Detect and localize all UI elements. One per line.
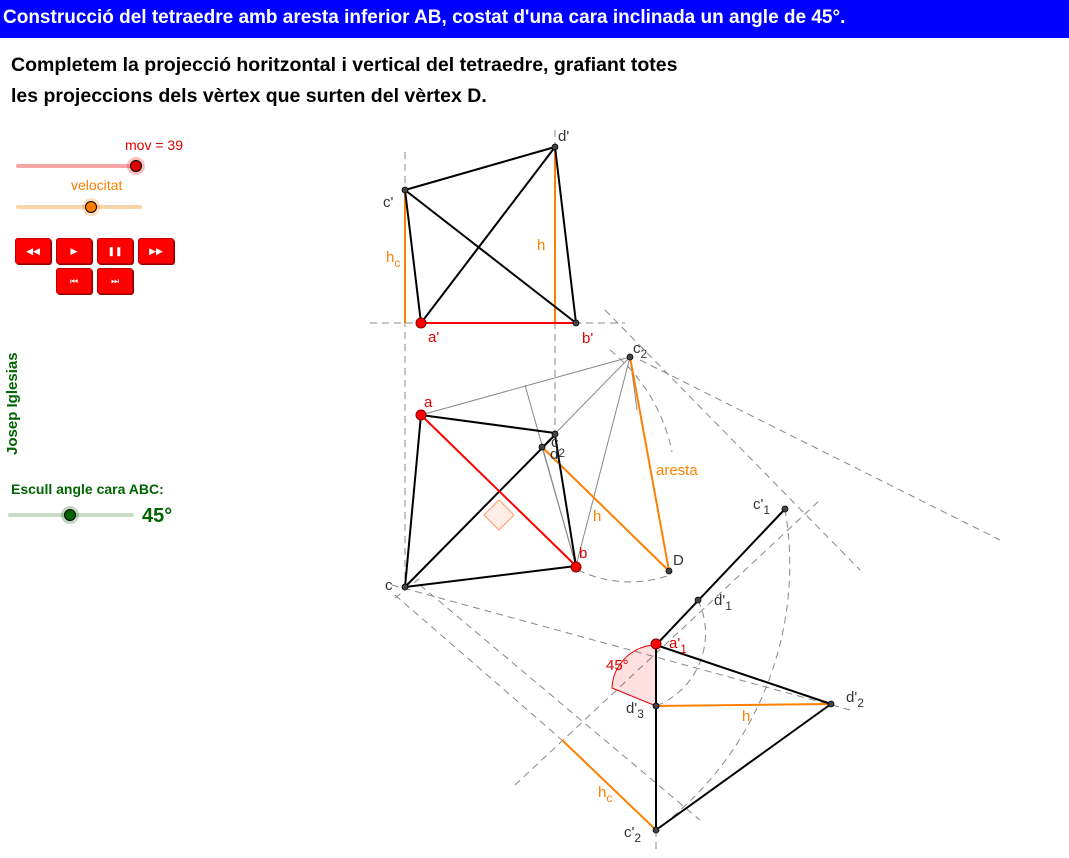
label-d3-prime-main: d'	[626, 700, 638, 717]
height-hc-profile	[562, 740, 656, 830]
label-c2-prime-main: c'	[624, 824, 635, 841]
label-c: c	[385, 577, 393, 594]
point-D[interactable]	[666, 568, 672, 574]
label-D: D	[673, 552, 684, 569]
edge-d-b-vertical	[555, 147, 576, 323]
label-c1-prime	[753, 496, 770, 517]
label-hc-vertical	[386, 249, 400, 270]
label-c2-prime-sub: 2	[634, 831, 642, 845]
point-d1-prime[interactable]	[695, 597, 701, 603]
label-hc-profile-main: h	[598, 784, 607, 801]
label-b-prime: b'	[582, 330, 594, 347]
label-a: a	[424, 394, 433, 411]
tetrahedron-edges	[405, 147, 831, 830]
skip-end-icon: ⏭	[110, 276, 120, 286]
point-d2-prime[interactable]	[828, 701, 834, 707]
angle-value: 45°	[142, 505, 173, 527]
velocitat-slider-label: velocitat	[71, 177, 123, 193]
point-b-prime-small[interactable]	[573, 320, 579, 326]
point-a-prime[interactable]	[416, 318, 426, 328]
label-h-vertical: h	[537, 237, 546, 254]
instructions-line-2: les projeccions dels vèrtex que surten del vèrtex D.	[11, 85, 487, 107]
fold-line-2	[640, 360, 1000, 540]
point-c-prime[interactable]	[402, 187, 408, 193]
label-c2-sub: 2	[640, 347, 648, 361]
label-d3-prime	[626, 700, 644, 721]
mov-slider-label: mov = 39	[125, 137, 183, 153]
edge-a-c-plan	[405, 415, 421, 587]
point-d2[interactable]	[539, 444, 545, 450]
label-d3-prime-sub: 3	[637, 707, 644, 721]
label-c-small: c	[551, 434, 559, 451]
label-aresta: aresta	[656, 462, 698, 479]
edge-c-b-plan	[405, 566, 576, 587]
edge-a-cc-plan	[421, 415, 555, 433]
play-icon: ▶	[70, 246, 78, 256]
arc-1	[610, 350, 672, 452]
aux-recall-1	[525, 385, 576, 566]
label-d2-main: d	[550, 446, 559, 463]
fast-forward-icon: ▶▶	[149, 246, 163, 256]
label-d2-prime	[846, 689, 864, 710]
label-c1-prime-sub: 1	[763, 503, 771, 517]
height-lines	[405, 147, 831, 830]
label-h-profile: h	[742, 708, 751, 725]
label-hc-profile-sub: c	[606, 791, 613, 805]
points	[402, 144, 834, 833]
label-b: b	[579, 545, 588, 562]
edge-c-d-plan	[405, 435, 555, 587]
red-labels	[424, 329, 687, 674]
label-c2-main: c	[633, 340, 641, 357]
label-d2-prime-main: d'	[846, 689, 858, 706]
right-angle-marker	[484, 500, 514, 530]
fold-line-4	[420, 585, 700, 820]
label-c-prime: c'	[383, 194, 394, 211]
label-d1-prime	[714, 592, 732, 613]
point-a[interactable]	[416, 410, 426, 420]
edge-c-b-vertical	[405, 190, 576, 323]
label-h-plan: h	[593, 508, 602, 525]
label-d2-prime-sub: 2	[857, 696, 864, 710]
label-d2-sub: 2	[558, 446, 566, 460]
red-points	[416, 318, 661, 649]
label-d-prime: d'	[558, 128, 570, 145]
height-h-profile	[656, 704, 831, 706]
label-c2-prime	[624, 824, 641, 845]
fold-line-6	[515, 500, 820, 785]
label-a-prime: a'	[428, 329, 440, 346]
construction-lines	[370, 130, 1000, 852]
skip-start-icon: ⏮	[69, 276, 79, 286]
label-d1-prime-main: d'	[714, 592, 726, 609]
edge-c-a-vertical	[405, 190, 421, 323]
label-angle-45: 45°	[606, 657, 629, 674]
label-a1-prime-sub: 1	[680, 642, 687, 656]
label-hc-vertical-sub: c	[394, 256, 401, 270]
point-a1-prime[interactable]	[651, 639, 661, 649]
label-d1-prime-sub: 1	[725, 599, 732, 613]
point-labels	[383, 128, 864, 845]
edge-c-d-vertical	[405, 147, 555, 190]
fold-line-5	[395, 595, 562, 740]
instructions-line-1: Completem la projecció horitzontal i vertical del tetraedre, grafiant totes	[11, 54, 678, 76]
point-c2-prime[interactable]	[653, 827, 659, 833]
label-c2	[633, 340, 648, 361]
arc-2	[578, 570, 670, 582]
aux-b-c2	[576, 357, 630, 566]
angle-slider-label: Escull angle cara ABC:	[11, 481, 164, 497]
rewind-icon: ◀◀	[26, 246, 40, 256]
label-c1-prime-main: c'	[753, 496, 764, 513]
label-d2	[550, 446, 565, 463]
author-label: Josep Iglesias	[4, 352, 21, 455]
page-title: Construcció del tetraedre amb aresta inferior AB, costat d'una cara inclinada un angle de 45°.	[0, 0, 1069, 38]
edge-a1-c1	[656, 509, 785, 645]
point-b[interactable]	[571, 562, 581, 572]
label-hc-vertical-main: h	[386, 249, 395, 266]
edge-d-a-vertical	[421, 147, 555, 323]
point-c1-prime[interactable]	[782, 506, 788, 512]
pause-icon: ❚❚	[107, 246, 123, 256]
label-a1-prime-main: a'	[669, 635, 681, 652]
point-c[interactable]	[402, 584, 408, 590]
angle-45-arc	[612, 645, 656, 706]
point-d3-prime[interactable]	[653, 703, 659, 709]
